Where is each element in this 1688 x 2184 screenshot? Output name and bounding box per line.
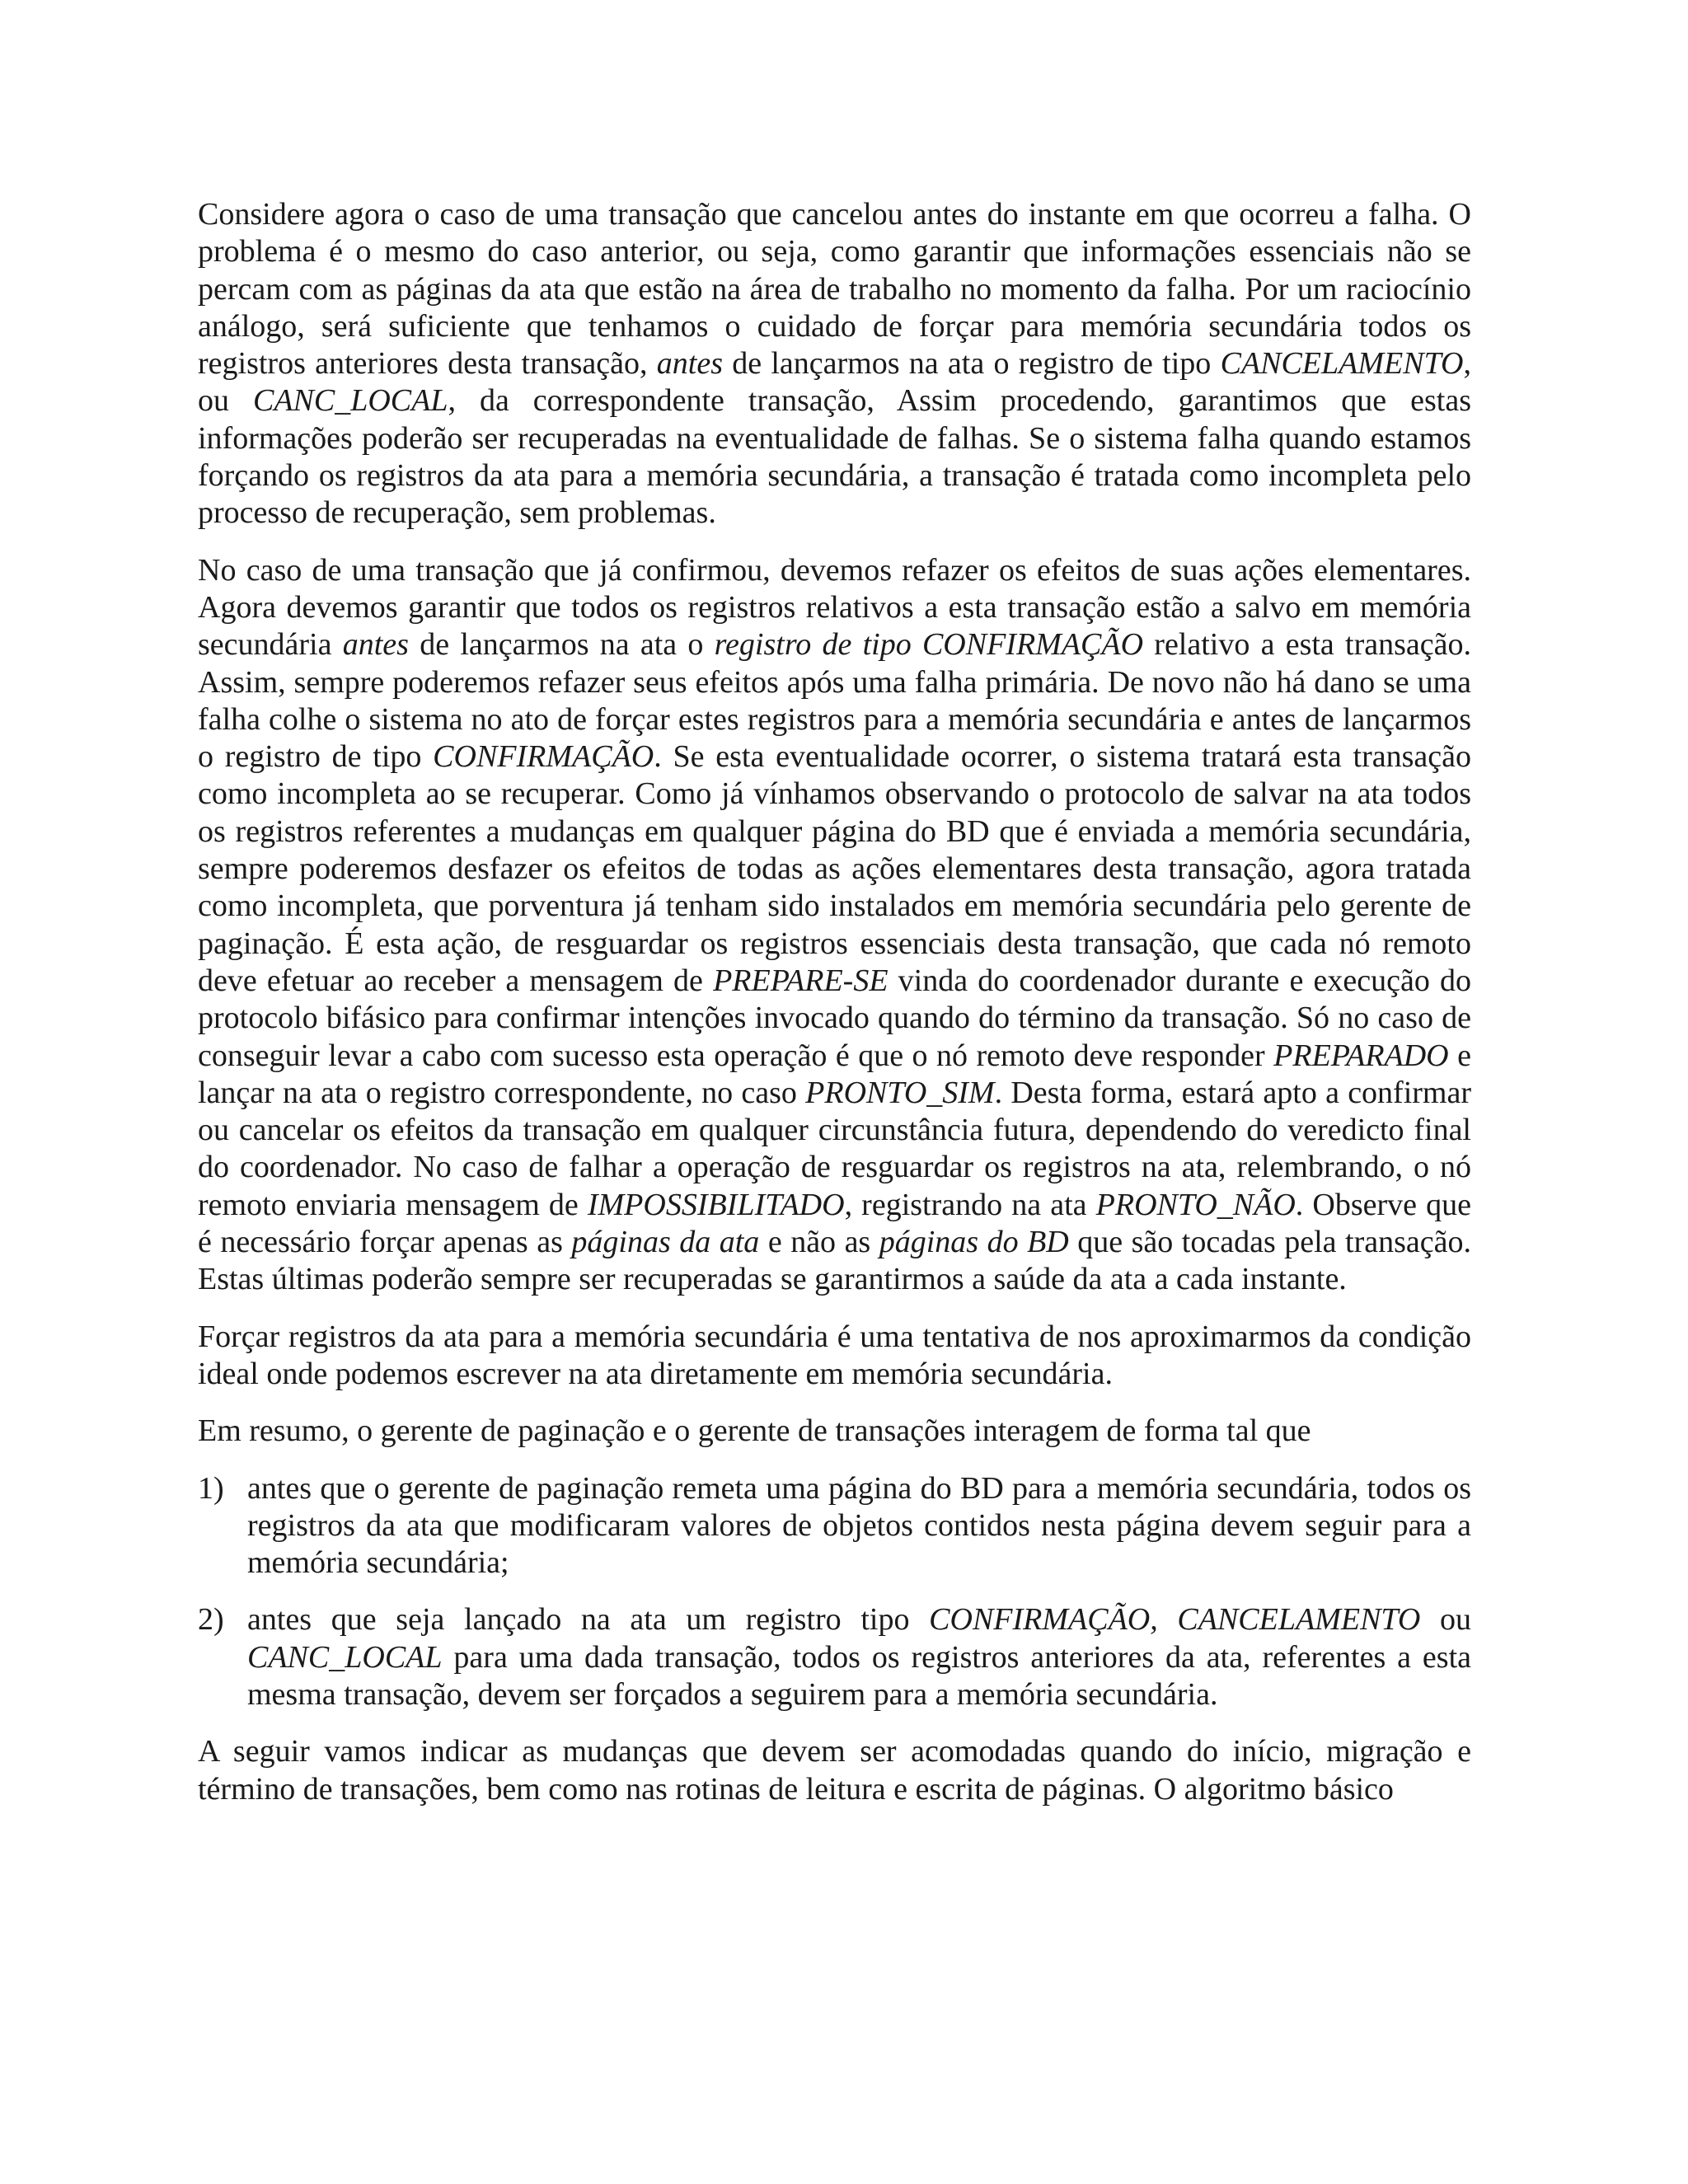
text-run: . Se esta eventualidade ocorrer, o sistema tratará esta transação como incompleta ao se recuperar. Como já vínhamos observando o protocolo de salvar na ata todos os registros referentes a mudanças em qualquer página do BD que é enviada a memória secundária, sempre poderemos desfazer os efeitos de todas as ações elementares desta transação, agora tratada como incompleta, que porventura já tenham sido instalados em memória secundária pelo gerente de paginação. É esta ação, de resguardar os registros essenciais desta transação, que cada nó remoto deve efetuar ao receber a mensagem de (198, 739, 1471, 998)
document-page (198, 196, 1471, 1828)
list-number: 1) (198, 1470, 224, 1506)
italic-term: PRONTO_NÃO (1095, 1187, 1296, 1222)
list-text (247, 1601, 1471, 1713)
text-run: , registrando na ata (844, 1187, 1096, 1222)
text-run: , ou (198, 346, 1471, 419)
text-run: No caso de uma transação que já confirmou, devemos refazer os efeitos de suas ações elementares. Agora devemos garantir que todos os registros relativos a esta transação estão a salvo em memória secundária (198, 552, 1471, 663)
text-run: Forçar registros da ata para a memória secundária é uma tentativa de nos aproximarmos da condição ideal onde podemos escrever na ata diretamente em memória secundária. (198, 1319, 1471, 1391)
text-run: para uma dada transação, todos os registros anteriores da ata, referentes a esta mesma transação, devem ser forçados a seguirem para a memória secundária. (247, 1639, 1471, 1712)
list-number: 2) (198, 1602, 224, 1638)
italic-term: páginas do BD (879, 1225, 1069, 1260)
italic-term: páginas da ata (571, 1225, 760, 1260)
paragraph (198, 196, 1471, 532)
paragraph (198, 1319, 1471, 1394)
italic-term: antes (342, 627, 409, 663)
numbered-list (198, 1470, 1471, 1714)
text-run: . Observe que é necessário forçar apenas as (198, 1187, 1472, 1260)
text-run: Em resumo, o gerente de paginação e o gerente de transações interagem de forma tal que (198, 1413, 1311, 1449)
closing-paragraph (198, 1733, 1471, 1808)
italic-term: PRONTO_SIM (805, 1075, 995, 1110)
text-run: ou (1420, 1602, 1472, 1638)
italic-term: antes (656, 346, 723, 382)
text-run: e não as (759, 1225, 879, 1260)
body-paragraphs (198, 196, 1471, 1451)
italic-term: registro de tipo CONFIRMAÇÃO (714, 627, 1144, 663)
italic-term: CONFIRMAÇÃO, CANCELAMENTO (929, 1602, 1421, 1638)
italic-term: CANCELAMENTO (1220, 346, 1464, 382)
text-run: . Desta forma, estará apto a confirmar ou cancelar os efeitos da transação em qualquer circunstância futura, dependendo do veredicto final do coordenador. No caso de falhar a operação de resguardar os registros na ata, relembrando, o nó remoto enviaria mensagem de (198, 1075, 1472, 1222)
text-run: antes que seja lançado na ata um registro tipo (247, 1602, 930, 1638)
paragraph (198, 1413, 1471, 1450)
text-run: vinda do coordenador durante e execução do protocolo bifásico para confirmar intenções invocado quando do término da transação. Só no caso de conseguir levar a cabo com sucesso esta operação é que o nó remoto deve responder (198, 963, 1471, 1073)
list-item (198, 1470, 1471, 1582)
italic-term: IMPOSSIBILITADO (587, 1187, 845, 1222)
text-run: de lançarmos na ata o (408, 627, 715, 663)
italic-term: CANC_LOCAL (252, 383, 448, 419)
text-run: de lançarmos na ata o registro de tipo (722, 346, 1221, 382)
text-run: e lançar na ata o registro correspondente, no caso (198, 1038, 1471, 1110)
text-run: que são tocadas pela transação. Estas últimas poderão sempre ser recuperadas se garantirmos a saúde da ata a cada instante. (198, 1225, 1472, 1297)
text-run: Considere agora o caso de uma transação que cancelou antes do instante em que ocorreu a falha. O problema é o mesmo do caso anterior, ou seja, como garantir que informações essenciais não se percam com as páginas da ata que estão na área de trabalho no momento da falha. Por um raciocínio análogo, será suficiente que tenhamos o cuidado de forçar para memória secundária todos os registros anteriores desta transação, (198, 197, 1471, 382)
italic-term: PREPARE-SE (713, 963, 889, 998)
text-run: A seguir vamos indicar as mudanças que devem ser acomodadas quando do início, migração e término de transações, bem como nas rotinas de leitura e escrita de páginas. O algoritmo básico (198, 1734, 1471, 1807)
list-text (247, 1470, 1471, 1582)
list-item (198, 1601, 1471, 1713)
text-run: antes que o gerente de paginação remeta uma página do BD para a memória secundária, todos os registros da ata que modificaram valores de objetos contidos nesta página devem seguir para a memória secundária; (247, 1470, 1471, 1581)
paragraph (198, 552, 1471, 1299)
italic-term: CONFIRMAÇÃO (433, 739, 654, 775)
text-run: relativo a esta transação. Assim, sempre poderemos refazer seus efeitos após uma falha primária. De novo não há dano se uma falha colhe o sistema no ato de forçar estes registros para a memória secundária e antes de lançarmos o registro de tipo (198, 627, 1472, 775)
italic-term: CANC_LOCAL (247, 1639, 443, 1675)
italic-term: PREPARADO (1273, 1038, 1449, 1073)
text-run: , da correspondente transação, Assim procedendo, garantimos que estas informações poderão ser recuperadas na eventualidade de falhas. Se o sistema falha quando estamos forçando os registros da ata para a memória secundária, a transação é tratada como incompleta pelo processo de recuperação, sem problemas. (198, 383, 1472, 531)
